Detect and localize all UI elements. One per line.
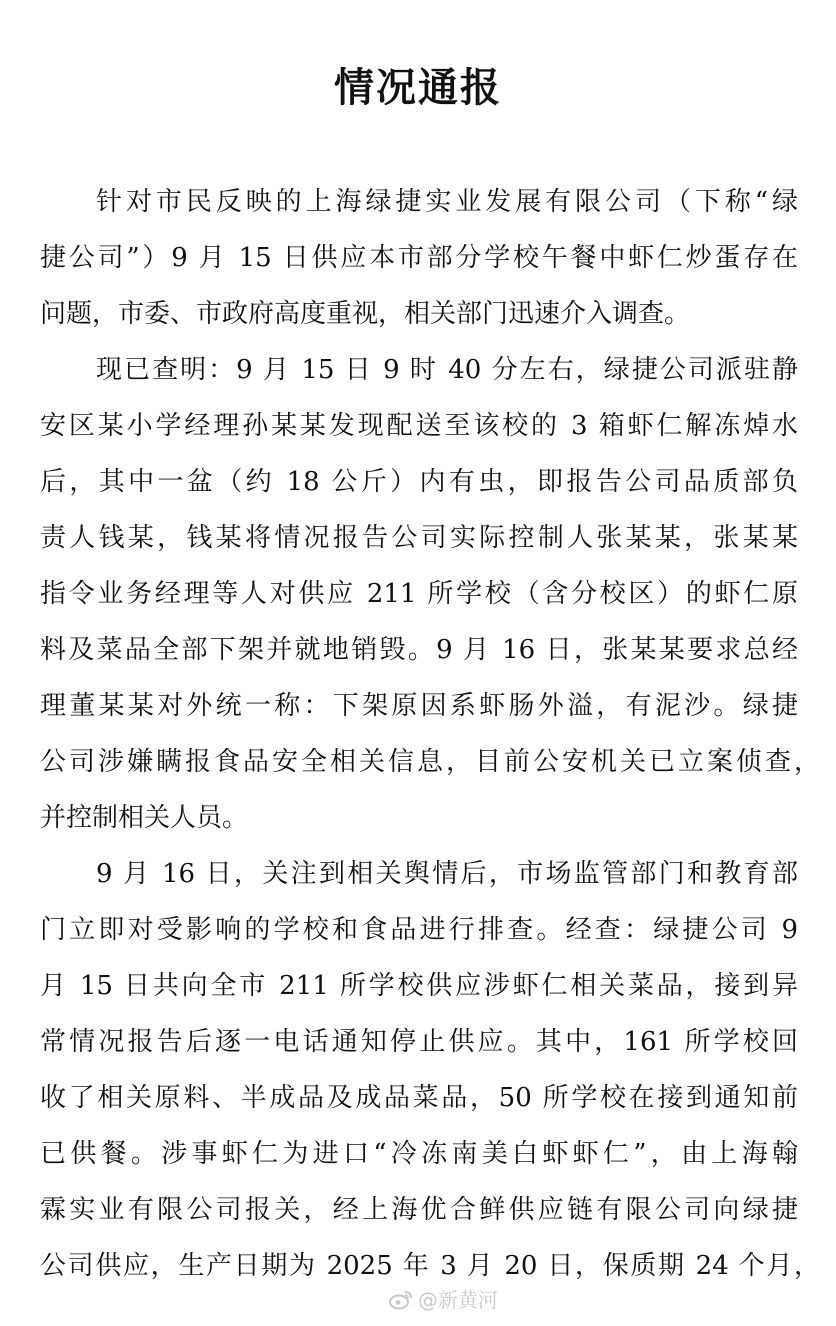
paragraph-3-line-4: 常情况报告后逐一电话通知停止供应。其中，161 所学校回 [40,1027,798,1057]
paragraph-1-line-1: 针对市民反映的上海绿捷实业发展有限公司（下称“绿 [96,187,798,217]
paragraph-2-line-7: 理董某某对外统一称：下架原因系虾肠外溢，有泥沙。绿捷 [40,691,798,721]
paragraph-2-line-9: 并控制相关人员。 [40,803,249,833]
paragraph-2-line-2: 安区某小学经理孙某某发现配送至该校的 3 箱虾仁解冻焯水 [40,411,798,441]
paragraph-1-line-2: 捷公司”）9 月 15 日供应本市部分学校午餐中虾仁炒蛋存在 [40,243,798,273]
paragraph-3-line-1: 9 月 16 日，关注到相关舆情后，市场监管部门和教育部 [96,859,798,889]
paragraph-2-line-4: 责人钱某，钱某将情况报告公司实际控制人张某某，张某某 [40,523,798,553]
page-title: 情况通报 [334,65,502,111]
weibo-watermark [388,1284,498,1313]
paragraph-2-line-1: 现已查明：9 月 15 日 9 时 40 分左右，绿捷公司派驻静 [96,355,798,385]
paragraph-3-line-7: 霖实业有限公司报关，经上海优合鲜供应链有限公司向绿捷 [40,1195,798,1225]
weibo-icon [388,1288,414,1310]
watermark-text: @新黄河 [418,1288,498,1312]
paragraph-2-line-6: 料及菜品全部下架并就地销毁。9 月 16 日，张某某要求总经 [40,635,798,665]
paragraph-2-line-5: 指令业务经理等人对供应 211 所学校（含分校区）的虾仁原 [40,579,798,609]
paragraph-3-line-2: 门立即对受影响的学校和食品进行排查。经查：绿捷公司 9 [40,915,798,945]
paragraph-2-line-8: 公司涉嫌瞒报食品安全相关信息，目前公安机关已立案侦查， [40,747,820,777]
paragraph-3-line-5: 收了相关原料、半成品及成品菜品，50 所学校在接到通知前 [40,1083,798,1113]
paragraph-3-line-6: 已供餐。涉事虾仁为进口“冷冻南美白虾虾仁”，由上海翰 [40,1139,798,1169]
paragraph-3-line-3: 月 15 日共向全市 211 所学校供应涉虾仁相关菜品，接到异 [40,971,798,1001]
paragraph-2-line-3: 后，其中一盆（约 18 公斤）内有虫，即报告公司品质部负 [40,467,798,497]
paragraph-3-line-8: 公司供应，生产日期为 2025 年 3 月 20 日，保质期 24 个月， [40,1251,820,1281]
paragraph-1-line-3: 问题，市委、市政府高度重视，相关部门迅速介入调查。 [40,299,691,329]
